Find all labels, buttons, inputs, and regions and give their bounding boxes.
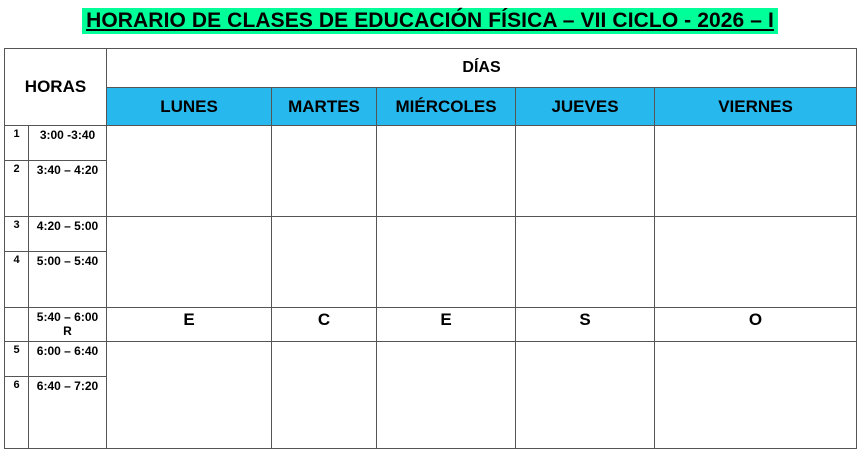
slot-time: 3:00 -3:40 bbox=[29, 125, 107, 160]
class-cell bbox=[272, 216, 377, 307]
page-title: HORARIO DE CLASES DE EDUCACIÓN FÍSICA – VII CICLO - 2026 – I bbox=[82, 8, 778, 34]
class-cell bbox=[272, 341, 377, 448]
table-row bbox=[5, 341, 857, 376]
class-cell bbox=[377, 125, 516, 216]
class-cell bbox=[516, 125, 655, 216]
horas-header: HORAS bbox=[5, 49, 107, 126]
recess-letter: C bbox=[272, 307, 377, 341]
table-row bbox=[5, 216, 857, 251]
slot-time bbox=[29, 307, 107, 341]
slot-number: 1 bbox=[5, 125, 29, 160]
slot-number: 2 bbox=[5, 161, 29, 217]
class-cell bbox=[107, 125, 272, 216]
schedule-table bbox=[4, 48, 857, 449]
slot-number bbox=[5, 307, 29, 341]
slot-time: 4:20 – 5:00 bbox=[29, 216, 107, 251]
slot-number: 3 bbox=[5, 216, 29, 251]
class-text bbox=[107, 126, 271, 140]
slot-time: 5:00 – 5:40 bbox=[29, 251, 107, 307]
slot-time: 6:00 – 6:40 bbox=[29, 341, 107, 376]
day-header-lunes: LUNES bbox=[107, 88, 272, 125]
recess-letter: E bbox=[107, 307, 272, 341]
day-header-viernes: VIERNES bbox=[655, 88, 857, 125]
slot-time: 6:40 – 7:20 bbox=[29, 377, 107, 449]
slot-number: 5 bbox=[5, 341, 29, 376]
header-row-weekdays bbox=[5, 88, 857, 125]
class-cell bbox=[107, 341, 272, 448]
table-row bbox=[5, 125, 857, 160]
slot-number: 4 bbox=[5, 251, 29, 307]
class-cell bbox=[377, 341, 516, 448]
slot-number: 6 bbox=[5, 377, 29, 449]
class-cell bbox=[655, 341, 857, 448]
day-header-jueves: JUEVES bbox=[516, 88, 655, 125]
slot-time-marker: R bbox=[63, 323, 72, 338]
dias-header: DÍAS bbox=[107, 49, 857, 88]
day-header-miercoles: MIÉRCOLES bbox=[377, 88, 516, 125]
title-container bbox=[0, 8, 860, 34]
recess-letter: O bbox=[655, 307, 857, 341]
class-cell bbox=[516, 216, 655, 307]
recess-row bbox=[5, 307, 857, 341]
class-cell bbox=[107, 216, 272, 307]
slot-time: 3:40 – 4:20 bbox=[29, 161, 107, 217]
class-cell bbox=[516, 341, 655, 448]
recess-letter: E bbox=[377, 307, 516, 341]
header-row-days bbox=[5, 49, 857, 88]
day-header-martes: MARTES bbox=[272, 88, 377, 125]
slot-time-range: 5:40 – 6:00 bbox=[36, 309, 99, 324]
recess-letter: S bbox=[516, 307, 655, 341]
class-cell bbox=[272, 125, 377, 216]
class-cell bbox=[655, 125, 857, 216]
class-cell bbox=[655, 216, 857, 307]
class-cell bbox=[377, 216, 516, 307]
